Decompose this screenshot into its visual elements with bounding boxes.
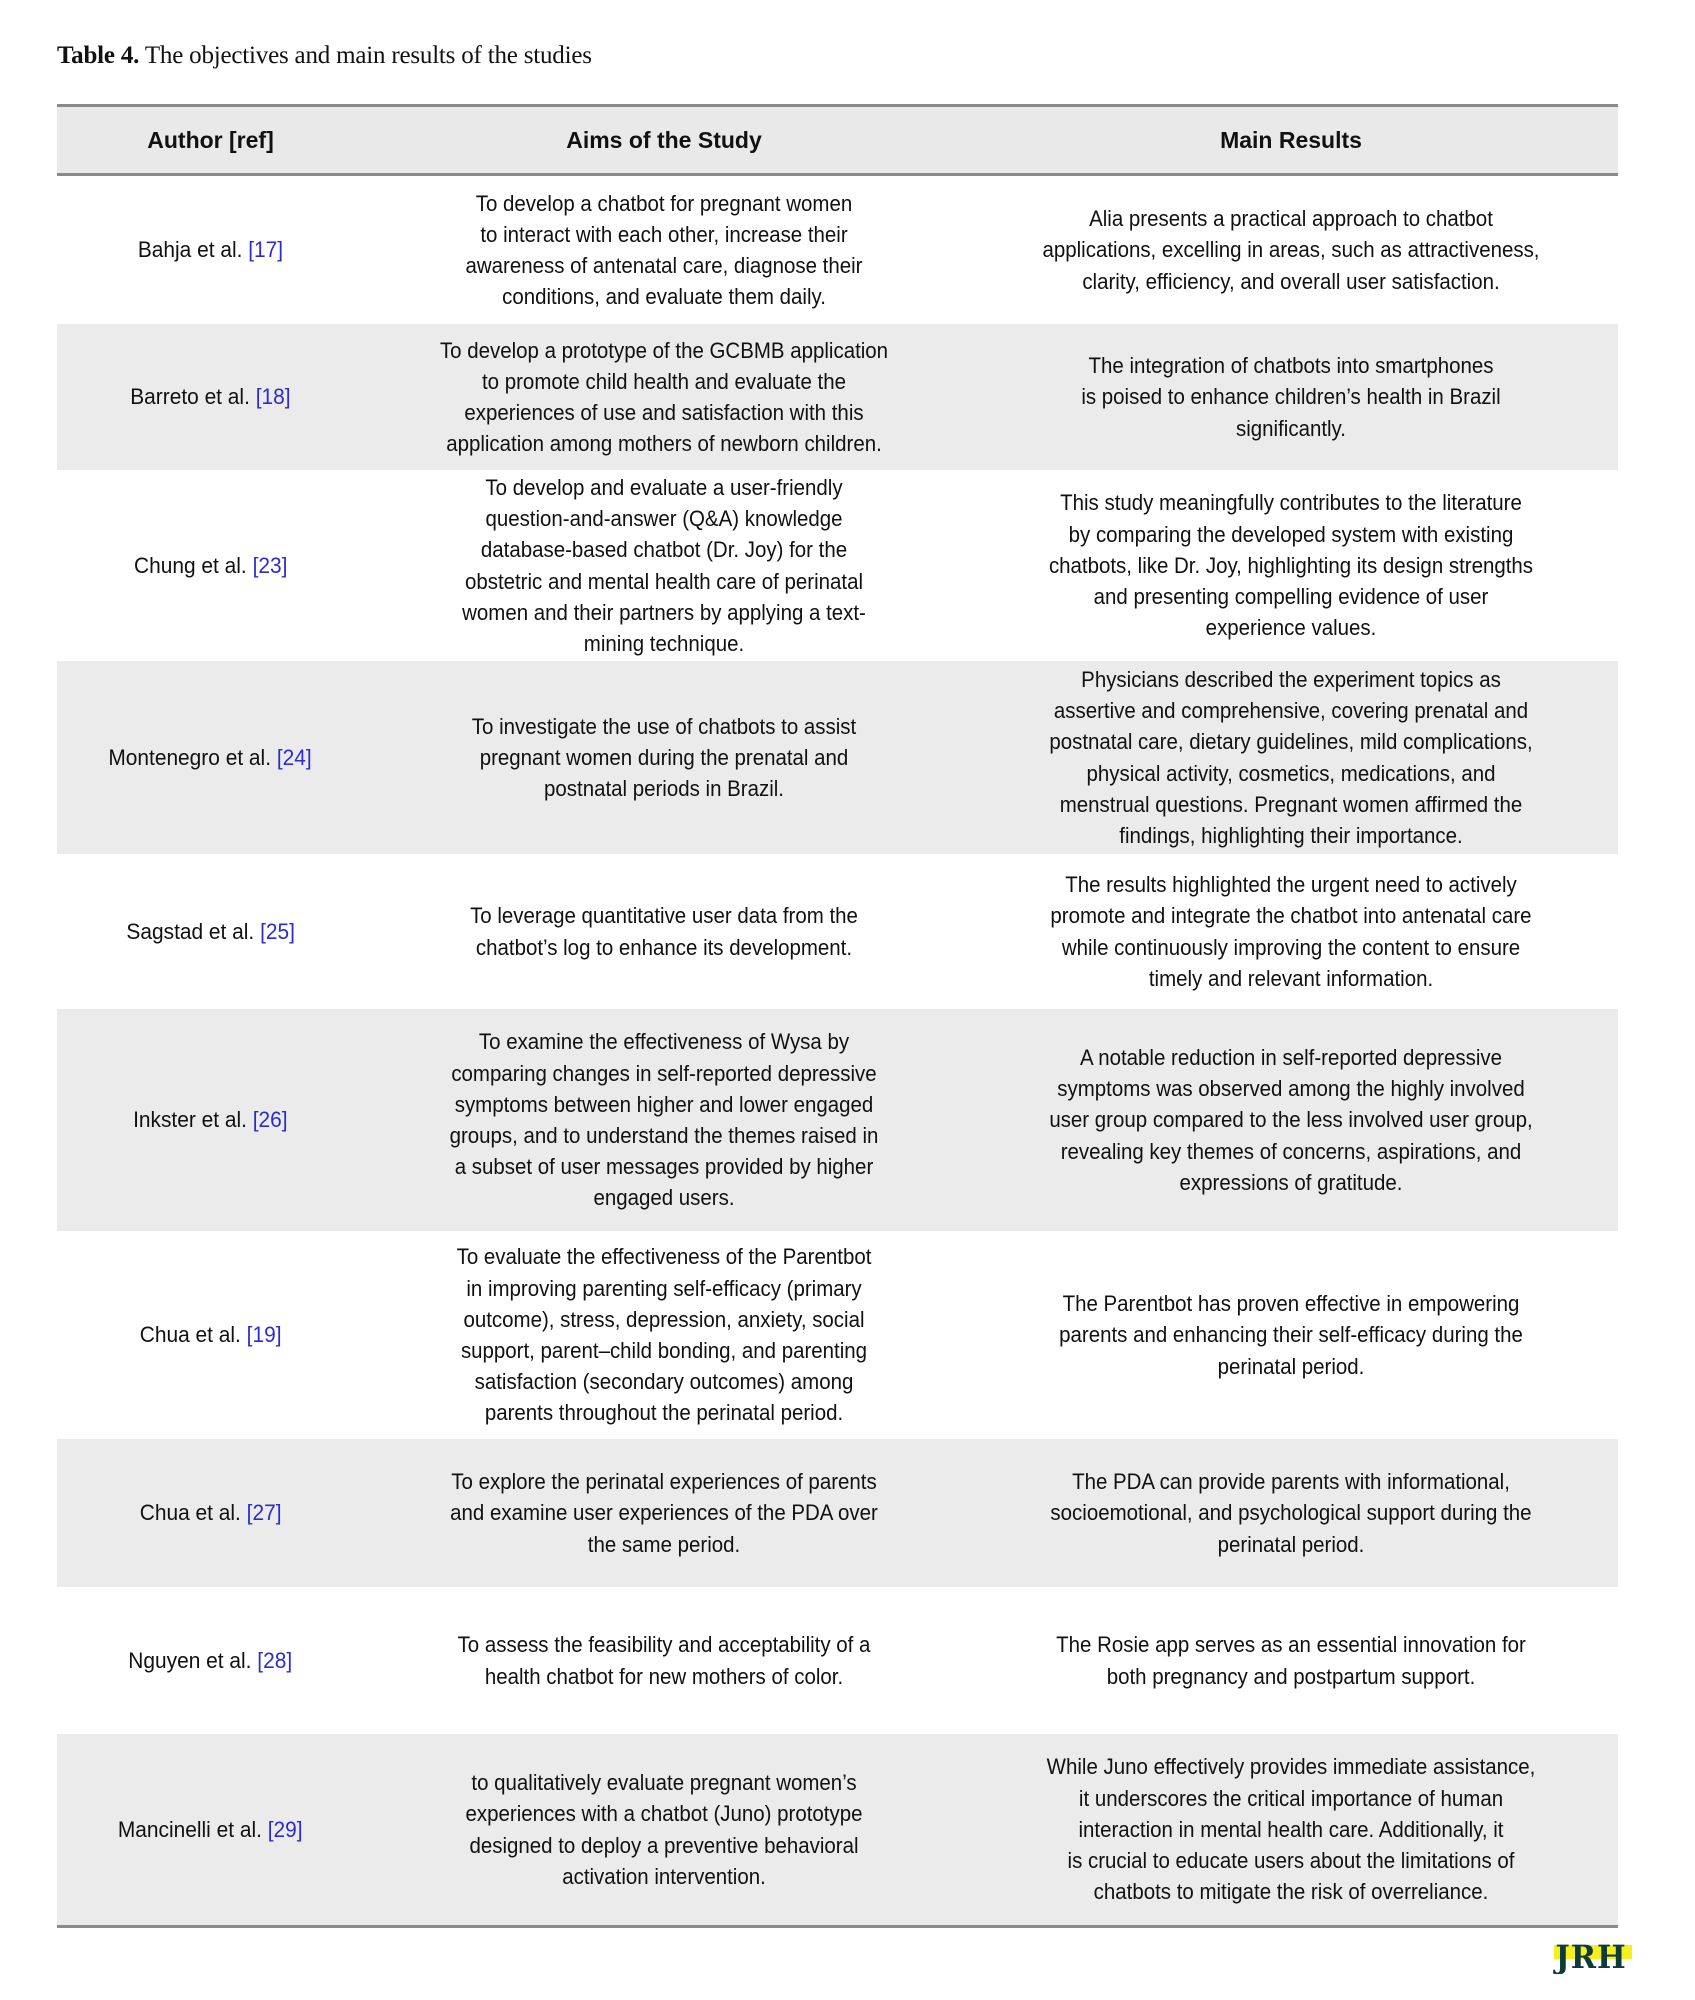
aims-cell-line: engaged users. bbox=[593, 1185, 735, 1211]
aims-cell-line: symptoms between higher and lower engaged bbox=[454, 1091, 874, 1117]
results-cell bbox=[964, 1288, 1618, 1382]
results-cell bbox=[964, 1466, 1618, 1560]
results-cell bbox=[964, 1629, 1618, 1691]
aims-cell-line: application among mothers of newborn children. bbox=[446, 431, 882, 457]
author-text: Barreto et al. bbox=[130, 384, 250, 410]
aims-cell-line: in improving parenting self-efficacy (primary bbox=[466, 1275, 862, 1301]
aims-cell-line: To assess the feasibility and acceptability of a bbox=[457, 1632, 871, 1658]
reference-link[interactable]: [25] bbox=[259, 918, 295, 944]
author-name bbox=[130, 381, 290, 412]
reference-link[interactable]: [19] bbox=[246, 1322, 282, 1348]
results-cell-line: interaction in mental health care. Additionally, it bbox=[1078, 1816, 1504, 1842]
table-row bbox=[57, 661, 1618, 854]
author-name bbox=[133, 1104, 288, 1135]
results-cell-line: assertive and comprehensive, covering prenatal and bbox=[1053, 698, 1529, 724]
table-row bbox=[57, 1587, 1618, 1734]
table-row bbox=[57, 1009, 1618, 1231]
aims-cell-line: to promote child health and evaluate the bbox=[481, 368, 846, 394]
results-cell-line: chatbots to mitigate the risk of overreliance. bbox=[1093, 1879, 1489, 1905]
results-cell-line: both pregnancy and postpartum support. bbox=[1106, 1663, 1476, 1689]
aims-cell-line: To develop a prototype of the GCBMB application bbox=[439, 337, 889, 363]
table-body bbox=[57, 176, 1618, 1928]
results-cell-line: clarity, efficiency, and overall user satisfaction. bbox=[1082, 268, 1500, 294]
results-cell-line: parents and enhancing their self-efficacy during the bbox=[1059, 1322, 1523, 1348]
caption-title: The objectives and main results of the studies bbox=[139, 42, 592, 69]
table-row bbox=[57, 1439, 1618, 1587]
results-cell-line: The integration of chatbots into smartphones bbox=[1088, 353, 1494, 379]
aims-cell bbox=[364, 711, 964, 805]
results-cell-line: This study meaningfully contributes to the literature bbox=[1060, 490, 1522, 516]
reference-link[interactable]: [23] bbox=[252, 552, 288, 578]
results-cell-line: is poised to enhance children’s health in Brazil bbox=[1081, 384, 1501, 410]
author-name bbox=[129, 1645, 293, 1676]
results-cell bbox=[964, 1751, 1618, 1907]
author-name bbox=[126, 916, 295, 947]
table-caption bbox=[57, 42, 592, 70]
author-text: Montenegro et al. bbox=[108, 744, 272, 770]
caption-label: Table 4. bbox=[57, 42, 140, 69]
aims-cell-line: health chatbot for new mothers of color. bbox=[484, 1663, 844, 1689]
results-cell-line: perinatal period. bbox=[1217, 1531, 1365, 1557]
aims-cell bbox=[364, 335, 964, 460]
results-cell-line: A notable reduction in self-reported depressive bbox=[1080, 1044, 1502, 1070]
results-cell-line: by comparing the developed system with existing bbox=[1068, 521, 1514, 547]
reference-link[interactable]: [29] bbox=[268, 1816, 303, 1842]
aims-cell-line: experiences with a chatbot (Juno) prototype bbox=[465, 1801, 863, 1827]
aims-cell bbox=[364, 1026, 964, 1213]
aims-cell-line: comparing changes in self-reported depressive bbox=[451, 1060, 877, 1086]
aims-cell-line: To develop a chatbot for pregnant women bbox=[475, 190, 853, 216]
aims-cell-line: To investigate the use of chatbots to assist bbox=[471, 713, 857, 739]
results-cell-line: user group compared to the less involved user group, bbox=[1049, 1107, 1533, 1133]
results-cell bbox=[964, 1042, 1618, 1198]
table-row bbox=[57, 854, 1618, 1009]
author-text: Sagstad et al. bbox=[126, 918, 255, 944]
results-cell-line: timely and relevant information. bbox=[1148, 965, 1434, 991]
aims-cell bbox=[364, 1241, 964, 1428]
author-text: Mancinelli et al. bbox=[118, 1816, 263, 1842]
aims-cell-line: To explore the perinatal experiences of parents bbox=[451, 1469, 877, 1495]
aims-cell bbox=[364, 472, 964, 659]
reference-link[interactable]: [18] bbox=[255, 384, 291, 410]
results-cell bbox=[964, 203, 1618, 297]
aims-cell-line: a subset of user messages provided by higher bbox=[454, 1154, 874, 1180]
table-row bbox=[57, 1231, 1618, 1439]
aims-cell bbox=[364, 1629, 964, 1691]
aims-cell-line: question-and-answer (Q&A) knowledge bbox=[485, 506, 843, 532]
aims-cell-line: to interact with each other, increase their bbox=[480, 221, 848, 247]
author-text: Chung et al. bbox=[133, 552, 247, 578]
aims-cell-line: To examine the effectiveness of Wysa by bbox=[478, 1029, 850, 1055]
aims-cell-line: mining technique. bbox=[583, 630, 745, 656]
aims-cell bbox=[364, 1466, 964, 1560]
results-cell-line: Physicians described the experiment topics as bbox=[1081, 666, 1501, 692]
aims-cell bbox=[364, 188, 964, 313]
aims-cell-line: parents throughout the perinatal period. bbox=[484, 1400, 844, 1426]
results-cell-line: is crucial to educate users about the limitations of bbox=[1067, 1848, 1515, 1874]
header-results: Main Results bbox=[1220, 126, 1362, 153]
reference-link[interactable]: [28] bbox=[257, 1647, 293, 1673]
results-cell-line: revealing key themes of concerns, aspirations, and bbox=[1060, 1138, 1522, 1164]
aims-cell-line: to qualitatively evaluate pregnant women’s bbox=[471, 1770, 857, 1796]
aims-cell-line: awareness of antenatal care, diagnose their bbox=[465, 253, 863, 278]
results-cell bbox=[964, 664, 1618, 851]
author-name bbox=[140, 1497, 282, 1528]
aims-cell-line: To develop and evaluate a user-friendly bbox=[485, 474, 843, 500]
author-name bbox=[140, 1319, 282, 1350]
results-cell-line: Alia presents a practical approach to chatbot bbox=[1089, 206, 1493, 232]
author-cell bbox=[57, 1645, 364, 1676]
results-cell-line: perinatal period. bbox=[1217, 1353, 1365, 1379]
results-cell-line: while continuously improving the content to ensure bbox=[1061, 934, 1521, 960]
results-cell-line: postnatal care, dietary guidelines, mild complications, bbox=[1049, 729, 1533, 755]
author-name bbox=[109, 742, 312, 773]
reference-link[interactable]: [24] bbox=[277, 744, 313, 770]
results-cell-line: expressions of gratitude. bbox=[1179, 1169, 1403, 1195]
author-text: Chua et al. bbox=[139, 1500, 241, 1526]
aims-cell-line: To evaluate the effectiveness of the Parentbot bbox=[456, 1244, 872, 1270]
results-cell-line: socioemotional, and psychological support during the bbox=[1050, 1500, 1532, 1526]
author-cell bbox=[57, 1497, 364, 1528]
results-cell-line: experience values. bbox=[1205, 615, 1377, 641]
reference-link[interactable]: [27] bbox=[246, 1500, 282, 1526]
results-cell-line: The Parentbot has proven effective in empowering bbox=[1062, 1291, 1520, 1317]
aims-cell-line: satisfaction (secondary outcomes) among bbox=[474, 1369, 854, 1395]
results-cell-line: applications, excelling in areas, such as attractiveness, bbox=[1042, 237, 1540, 263]
reference-link[interactable]: [17] bbox=[248, 237, 284, 263]
table-row bbox=[57, 176, 1618, 324]
aims-cell-line: obstetric and mental health care of perinatal bbox=[464, 568, 864, 594]
results-cell-line: symptoms was observed among the highly involved bbox=[1057, 1076, 1525, 1102]
journal-logo bbox=[1548, 1940, 1634, 1974]
results-table bbox=[57, 104, 1618, 1928]
author-cell bbox=[57, 550, 364, 581]
aims-cell-line: groups, and to understand the themes raised in bbox=[449, 1123, 879, 1148]
aims-cell-line: support, parent–child bonding, and parenting bbox=[460, 1338, 868, 1363]
aims-cell-line: designed to deploy a preventive behavioral bbox=[469, 1832, 859, 1858]
aims-cell-line: women and their partners by applying a text- bbox=[462, 599, 866, 625]
header-aims: Aims of the Study bbox=[566, 126, 762, 153]
author-cell bbox=[57, 381, 364, 412]
aims-cell-line: postnatal periods in Brazil. bbox=[544, 776, 784, 802]
aims-cell-line: outcome), stress, depression, anxiety, social bbox=[463, 1306, 865, 1332]
header-author: Author [ref] bbox=[147, 126, 274, 153]
table-row bbox=[57, 470, 1618, 661]
aims-cell-line: and examine user experiences of the PDA over bbox=[450, 1500, 878, 1526]
results-cell-line: While Juno effectively provides immediate assistance, bbox=[1046, 1754, 1536, 1780]
author-text: Inkster et al. bbox=[133, 1107, 248, 1133]
logo-text: JRH bbox=[1555, 1940, 1627, 1974]
author-cell bbox=[57, 1814, 364, 1845]
aims-cell bbox=[364, 1767, 964, 1892]
reference-link[interactable]: [26] bbox=[252, 1107, 288, 1133]
table-header bbox=[57, 104, 1618, 176]
aims-cell-line: To leverage quantitative user data from the bbox=[470, 903, 858, 929]
table-row bbox=[57, 324, 1618, 470]
results-cell-line: physical activity, cosmetics, medications, and bbox=[1086, 760, 1496, 786]
results-cell-line: and presenting compelling evidence of user bbox=[1093, 584, 1489, 610]
author-name bbox=[138, 234, 283, 265]
aims-cell-line: conditions, and evaluate them daily. bbox=[502, 284, 826, 310]
author-name bbox=[118, 1814, 303, 1845]
results-cell-line: chatbots, like Dr. Joy, highlighting its design strengths bbox=[1048, 552, 1534, 578]
author-text: Nguyen et al. bbox=[128, 1647, 252, 1673]
author-text: Bahja et al. bbox=[137, 237, 243, 263]
author-cell bbox=[57, 1319, 364, 1350]
aims-cell-line: chatbot’s log to enhance its development. bbox=[475, 934, 853, 960]
results-cell bbox=[964, 350, 1618, 444]
results-cell bbox=[964, 487, 1618, 643]
results-cell-line: The results highlighted the urgent need to actively bbox=[1065, 872, 1517, 898]
aims-cell-line: database-based chatbot (Dr. Joy) for the bbox=[480, 537, 848, 563]
aims-cell-line: pregnant women during the prenatal and bbox=[479, 744, 849, 770]
aims-cell-line: activation intervention. bbox=[562, 1863, 766, 1889]
author-cell bbox=[57, 916, 364, 947]
author-cell bbox=[57, 742, 364, 773]
aims-cell-line: experiences of use and satisfaction with this bbox=[464, 400, 864, 425]
results-cell bbox=[964, 869, 1618, 994]
results-cell-line: menstrual questions. Pregnant women affirmed the bbox=[1059, 791, 1523, 817]
results-cell-line: significantly. bbox=[1236, 415, 1346, 441]
results-cell-line: it underscores the critical importance of human bbox=[1078, 1785, 1504, 1811]
results-cell-line: promote and integrate the chatbot into antenatal care bbox=[1050, 903, 1532, 929]
table-row bbox=[57, 1734, 1618, 1928]
author-cell bbox=[57, 1104, 364, 1135]
author-cell bbox=[57, 234, 364, 265]
author-name bbox=[134, 550, 287, 581]
aims-cell-line: the same period. bbox=[587, 1531, 741, 1557]
results-cell-line: The PDA can provide parents with informational, bbox=[1072, 1469, 1510, 1495]
results-cell-line: findings, highlighting their importance. bbox=[1119, 822, 1463, 848]
author-text: Chua et al. bbox=[139, 1322, 241, 1348]
results-cell-line: The Rosie app serves as an essential innovation for bbox=[1056, 1632, 1526, 1658]
aims-cell bbox=[364, 900, 964, 962]
